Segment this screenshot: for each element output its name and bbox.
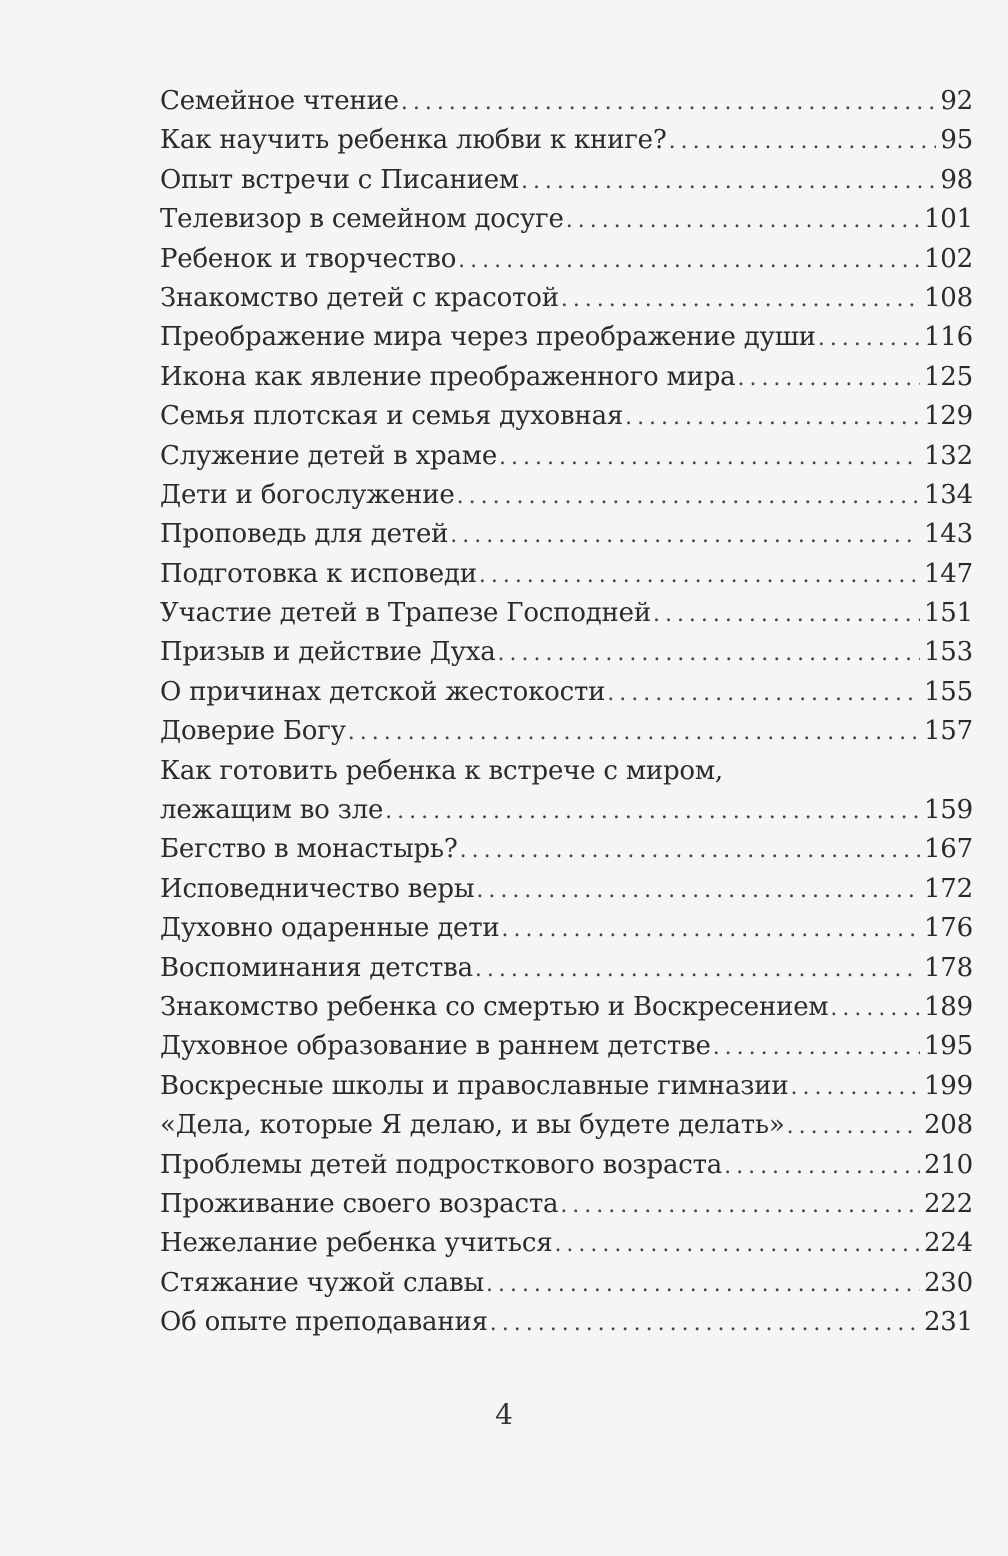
toc-entry <box>160 165 973 204</box>
toc-entry <box>160 953 973 992</box>
toc-entry-page: 167 <box>923 834 973 865</box>
toc-entry-page: 153 <box>923 637 973 668</box>
table-of-contents <box>160 86 973 1347</box>
toc-leader-dots <box>607 681 920 706</box>
toc-entry <box>160 1228 973 1267</box>
toc-entry-title: Семейное чтение <box>160 86 399 116</box>
page-number: 4 <box>495 1398 513 1431</box>
toc-entry-page: 199 <box>923 1070 973 1101</box>
toc-leader-dots <box>554 1232 920 1257</box>
toc-entry <box>160 559 973 598</box>
toc-entry-title: Подготовка к исповеди <box>160 558 477 589</box>
toc-entry <box>160 637 973 676</box>
toc-entry-title: Воспоминания детства <box>160 952 473 983</box>
toc-entry-page: 125 <box>923 361 973 392</box>
toc-entry-page: 147 <box>923 558 973 589</box>
toc-entry <box>160 480 973 519</box>
toc-entry-title: Доверие Богу <box>160 716 346 747</box>
toc-entry <box>160 992 973 1031</box>
toc-entry-page: 157 <box>923 716 973 747</box>
toc-leader-dots <box>561 287 920 312</box>
toc-entry-page: 195 <box>923 1031 973 1062</box>
toc-entry-page: 176 <box>923 913 973 944</box>
toc-entry-title: Об опыте преподавания <box>160 1307 488 1338</box>
toc-leader-dots <box>818 326 920 351</box>
toc-entry-title: Воскресные школы и православные гимназии <box>160 1070 789 1101</box>
toc-leader-dots <box>457 484 920 509</box>
toc-entry <box>160 441 973 480</box>
toc-entry-title: Преображение мира через преображение души <box>160 322 816 353</box>
toc-leader-dots <box>475 957 920 982</box>
toc-leader-dots <box>669 129 937 154</box>
toc-entry-title: Духовное образование в раннем детстве <box>160 1031 711 1062</box>
toc-leader-dots <box>458 248 920 273</box>
toc-entry-title: «Дела, которые Я делаю, и вы будете делать» <box>160 1110 785 1141</box>
toc-entry-title: Духовно одаренные дети <box>160 913 500 944</box>
toc-entry-title: Проповедь для детей <box>160 519 449 550</box>
toc-leader-dots <box>479 563 920 588</box>
toc-entry-page: 102 <box>923 243 973 274</box>
toc-leader-dots <box>724 1154 920 1179</box>
toc-entry-title: Как готовить ребенка к встрече с миром, <box>160 755 723 786</box>
toc-entry <box>160 1268 973 1307</box>
toc-entry <box>160 716 973 755</box>
toc-entry <box>160 1110 973 1149</box>
toc-leader-dots <box>737 366 920 391</box>
toc-entry-page: 132 <box>923 440 973 471</box>
toc-entry-page: 134 <box>923 479 973 510</box>
toc-entry-page: 92 <box>940 86 973 116</box>
toc-entry-page: 231 <box>923 1307 973 1338</box>
toc-entry-page: 159 <box>923 795 973 826</box>
toc-entry-continued <box>160 756 973 795</box>
toc-entry-page: 116 <box>923 322 973 353</box>
toc-entry-title: Стяжание чужой славы <box>160 1267 484 1298</box>
toc-entry-page: 101 <box>923 204 973 235</box>
toc-entry <box>160 125 973 164</box>
toc-entry-title: Ребенок и творчество <box>160 243 457 274</box>
toc-entry <box>160 322 973 361</box>
toc-entry-title: Знакомство детей с красотой <box>160 282 559 313</box>
toc-leader-dots <box>560 1193 920 1218</box>
toc-entry-title: Служение детей в храме <box>160 440 498 471</box>
toc-entry-title: Нежелание ребенка учиться <box>160 1228 553 1259</box>
toc-entry-title: Как научить ребенка любви к книге? <box>160 125 667 156</box>
toc-entry-page: 108 <box>923 282 973 313</box>
toc-entry-page: 208 <box>923 1110 973 1141</box>
toc-leader-dots <box>450 523 920 548</box>
toc-entry-page: 95 <box>940 125 973 156</box>
toc-entry-page: 210 <box>923 1149 973 1180</box>
toc-entry <box>160 834 973 873</box>
toc-leader-dots <box>713 1035 920 1060</box>
toc-entry-page: 151 <box>923 598 973 629</box>
toc-entry-page: 129 <box>923 401 973 432</box>
toc-entry <box>160 874 973 913</box>
toc-entry-title: Бегство в монастырь? <box>160 834 458 865</box>
toc-entry-page: 155 <box>923 676 973 707</box>
toc-entry <box>160 401 973 440</box>
toc-entry-title: Призыв и действие Духа <box>160 637 496 668</box>
toc-entry <box>160 519 973 558</box>
toc-leader-dots <box>830 996 920 1021</box>
toc-entry <box>160 1150 973 1189</box>
toc-entry-page: 222 <box>923 1188 973 1219</box>
toc-leader-dots <box>348 720 920 745</box>
toc-leader-dots <box>490 1311 920 1336</box>
toc-entry-title: Телевизор в семейном досуге <box>160 204 564 235</box>
toc-leader-dots <box>486 1272 920 1297</box>
toc-entry-title: О причинах детской жестокости <box>160 676 606 707</box>
toc-leader-dots <box>460 838 920 863</box>
toc-entry-page: 172 <box>923 873 973 904</box>
toc-entry-title: лежащим во зле <box>160 795 384 826</box>
toc-entry <box>160 244 973 283</box>
toc-entry <box>160 1071 973 1110</box>
toc-entry <box>160 1307 973 1346</box>
toc-entry-title: Проживание своего возраста <box>160 1188 559 1219</box>
toc-entry <box>160 362 973 401</box>
toc-entry <box>160 86 973 125</box>
toc-entry-title: Исповедничество веры <box>160 873 475 904</box>
toc-leader-dots <box>625 405 920 430</box>
toc-entry-title: Участие детей в Трапезе Господней <box>160 598 651 629</box>
toc-entry <box>160 1031 973 1070</box>
toc-entry-title: Икона как явление преображенного мира <box>160 361 736 392</box>
toc-entry-page: 224 <box>923 1228 973 1259</box>
toc-entry-page: 178 <box>923 952 973 983</box>
toc-leader-dots <box>787 1114 920 1139</box>
toc-entry <box>160 204 973 243</box>
toc-entry <box>160 913 973 952</box>
toc-entry <box>160 795 973 834</box>
toc-entry-page: 230 <box>923 1267 973 1298</box>
toc-entry-title: Дети и богослужение <box>160 479 455 510</box>
toc-entry-title: Опыт встречи с Писанием <box>160 164 519 195</box>
toc-entry <box>160 1189 973 1228</box>
toc-entry-title: Проблемы детей подросткового возраста <box>160 1149 723 1180</box>
toc-leader-dots <box>653 602 920 627</box>
toc-entry <box>160 283 973 322</box>
toc-leader-dots <box>498 641 920 666</box>
toc-leader-dots <box>566 208 920 233</box>
toc-entry-title: Семья плотская и семья духовная <box>160 401 624 432</box>
toc-leader-dots <box>790 1075 919 1100</box>
toc-entry-page: 189 <box>923 991 973 1022</box>
toc-leader-dots <box>476 878 920 903</box>
toc-leader-dots <box>521 169 936 194</box>
toc-entry-title: Знакомство ребенка со смертью и Воскресением <box>160 991 829 1022</box>
toc-leader-dots <box>502 917 920 942</box>
toc-leader-dots <box>499 445 920 470</box>
toc-entry-page: 143 <box>923 519 973 550</box>
toc-entry <box>160 677 973 716</box>
toc-entry <box>160 598 973 637</box>
toc-leader-dots <box>385 799 920 824</box>
toc-entry-page: 98 <box>940 164 973 195</box>
toc-leader-dots <box>401 90 936 115</box>
